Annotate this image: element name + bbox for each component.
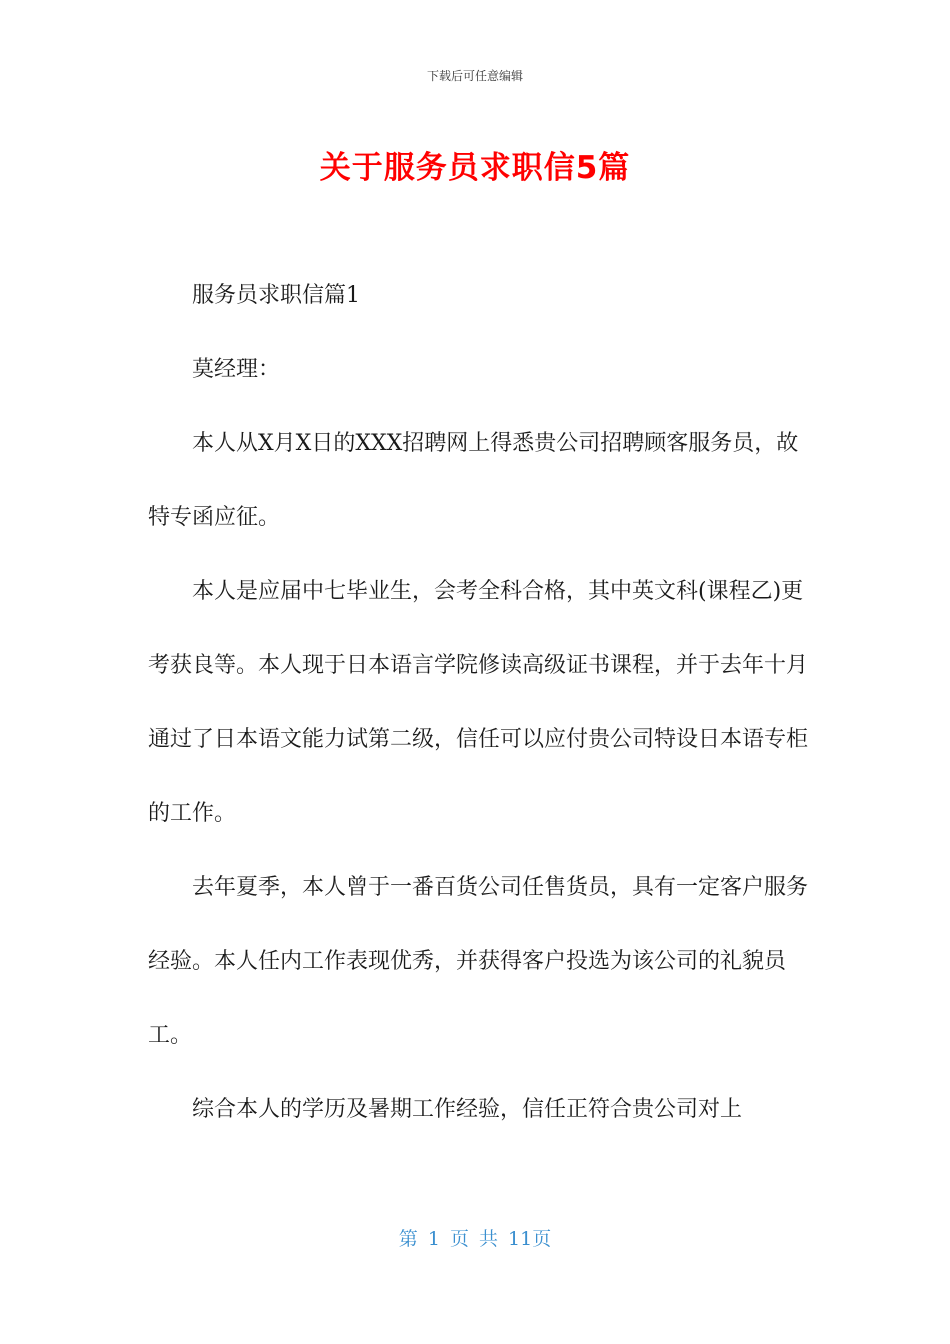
paragraph-body-1: 本人从X月X日的XXX招聘网上得悉贵公司招聘顾客服务员，故特专函应征。: [148, 431, 799, 530]
paragraph-body-4: 综合本人的学历及暑期工作经验，信任正符合贵公司对上: [192, 1097, 743, 1122]
paragraph-body-2: 本人是应届中七毕业生，会考全科合格，其中英文科(课程乙)更考获良等。本人现于日本语言学院修读高级证书课程，并于去年十月通过了日本语文能力试第二级，信任可以应付贵公司特设日本语专柜的工作。: [148, 579, 809, 826]
document-body: [148, 259, 808, 1147]
paragraph-heading: 服务员求职信篇1: [192, 283, 360, 308]
page-number-footer: 第 1 页 共 11页: [398, 1228, 552, 1250]
document-title: 关于服务员求职信5篇: [319, 150, 631, 186]
paragraph-salutation: 莫经理：: [192, 357, 281, 382]
header-note: 下载后可任意编辑: [426, 69, 523, 83]
paragraph-body-3: 去年夏季，本人曾于一番百货公司任售货员，具有一定客户服务经验。本人任内工作表现优秀，并获得客户投选为该公司的礼貌员工。: [148, 875, 809, 1048]
